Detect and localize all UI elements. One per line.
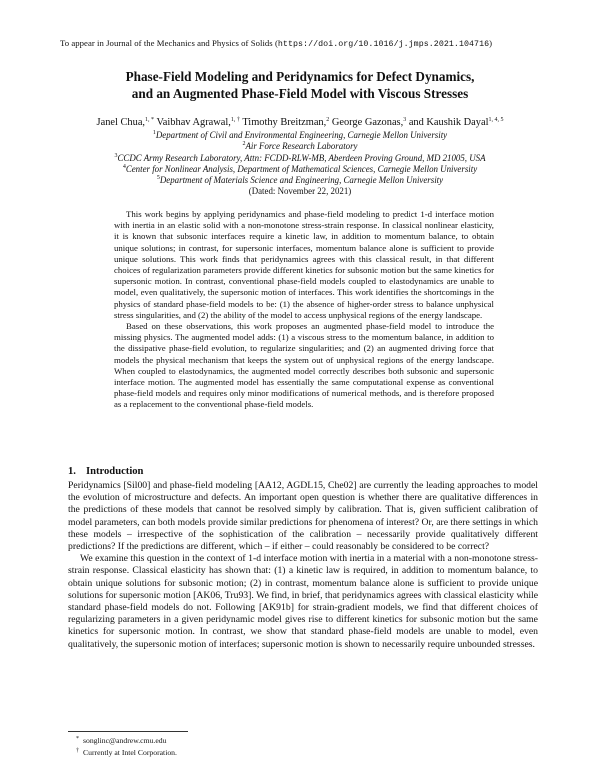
author: Janel Chua,$^{1, *}$ bbox=[96, 117, 155, 128]
journal-notice: To appear in Journal of the Mechanics and Physics of Solids (https://doi.org/10.1016/j.jmps.2021.104716) bbox=[60, 38, 493, 49]
title-line-2: and an Augmented Phase-Field Model with Viscous Stresses bbox=[131, 86, 469, 101]
footnote: * songlinc@andrew.cmu.edu bbox=[76, 736, 167, 745]
affiliation: $^1$Department of Civil and Environmental Engineering, Carnegie Mellon University bbox=[152, 130, 448, 140]
section-heading bbox=[68, 466, 153, 477]
footnote-rule bbox=[68, 731, 188, 732]
affiliation: $^5$Department of Materials Science and Engineering, Carnegie Mellon University bbox=[156, 175, 444, 186]
abstract bbox=[114, 209, 494, 411]
affiliation: $^2$Air Force Research Laboratory bbox=[242, 141, 358, 152]
footnotes bbox=[68, 731, 538, 758]
section-number: 1. bbox=[68, 466, 76, 477]
footnote-email[interactable]: songlinc@andrew.cmu.edu bbox=[83, 736, 167, 745]
author-list bbox=[40, 116, 560, 129]
body-text bbox=[68, 480, 538, 651]
doi-link[interactable]: https://doi.org/10.1016/j.jmps.2021.104716 bbox=[277, 40, 490, 49]
author: Vaibhav Agrawal,$^{1, \dagger}$ bbox=[156, 117, 240, 128]
affiliation: $^3$CCDC Army Research Laboratory, Attn: FCDD-RLW-MB, Aberdeen Proving Ground, MD 21005, USA bbox=[114, 152, 486, 163]
footnote: † Currently at Intel Corporation. bbox=[76, 748, 177, 757]
author: Timothy Breitzman,$^2$ bbox=[242, 117, 330, 128]
date-line: (Dated: November 22, 2021) bbox=[248, 186, 352, 197]
body-paragraph-2: We examine this question in the context of 1-d interface motion with inertia in a material with a non-monotone stress-strain response. Classical elasticity has shown that: (1) a kinetic law is required, in addition to momentum balance, to obtain unique solutions for subsonic motion; (2) in contrast, momentum balance alone is sufficient to provide unique solutions for supersonic motion [AK06, Tru93]. We find, in brief, that peridynamics agrees with classical elasticity while standard phase-field models do not. Following [AK91b] for strain-gradient models, we find that different choices of regularizing parameters in a given peridynamic model gives rise to different kinetics for subsonic motion but the same kinetics for supersonic motion. In contrast, we show that standard phase-field models are unable to model, even qualitatively, the supersonic motion of interfaces; supersonic motion is shown to necessarily require unbounded stresses. bbox=[68, 553, 538, 650]
body-paragraph-1: Peridynamics [Sil00] and phase-field modeling [AA12, AGDL15, Che02] are currently the leading approaches to model the evolution of microstructure and defects. An important open question is whether there are qualitative differences in the predictions of these models that cannot be resolved simply by calibration. That is, given sufficient calibration of model parameters, can both models provide similar predictions for phenomena of interest? Or, are there settings in which these models – irrespective of the sophistication of the calibration – necessarily provide qualitatively different predictions? If the predictions are different, which – if either – could reasonably be considered to be correct? bbox=[68, 480, 538, 553]
affiliation: $^4$Center for Nonlinear Analysis, Department of Mathematical Sciences, Carnegie Mellon University bbox=[122, 163, 478, 174]
title-line-1: Phase-Field Modeling and Peridynamics for Defect Dynamics, bbox=[125, 69, 475, 84]
abstract-paragraph-1: This work begins by applying peridynamics and phase-field modeling to predict 1-d interface motion with inertia in an elastic solid with a non-monotone stress-strain response. In classical nonlinear elasticity, it is known that subsonic interfaces require a kinetic law, in addition to momentum balance, to obtain unique solutions; in contrast, for supersonic interfaces, momentum balance alone is sufficient to provide unique solutions. This work finds that peridynamics agrees with this classical result, in that different choices of regularization parameters provide different kinetics for subsonic motion but the same kinetics for supersonic motion. In contrast, conventional phase-field models coupled to elastodynamics are unable to model, even qualitatively, the supersonic motion of interfaces. This work identifies the shortcomings in the physics of standard phase-field models to be: (1) the absence of higher-order stress to balance unphysical stress singularities, and (2) the ability of the model to access unphysical regions of the energy landscape. bbox=[114, 209, 494, 320]
abstract-paragraph-2: Based on these observations, this work proposes an augmented phase-field model to introduce the missing physics. The augmented model adds: (1) a viscous stress to the momentum balance, in addition to the dissipative phase-field evolution, to regularize singularities; and (2) an augmented driving force that models the physical mechanism that keeps the system out of unphysical regions of the energy landscape. When coupled to elastodynamics, the augmented model correctly describes both subsonic and supersonic interface motion. The augmented model has essentially the same computational expense as conventional phase-field models and requires only minor modifications of numerical methods, and is therefore proposed as a replacement to the conventional phase-field models. bbox=[114, 321, 494, 410]
author: George Gazonas,$^3$ bbox=[331, 117, 407, 128]
author: and Kaushik Dayal$^{1, 4, 5}$ bbox=[408, 117, 504, 128]
affiliations bbox=[30, 130, 570, 198]
paper-title bbox=[40, 68, 560, 102]
section-title: Introduction bbox=[85, 466, 144, 477]
